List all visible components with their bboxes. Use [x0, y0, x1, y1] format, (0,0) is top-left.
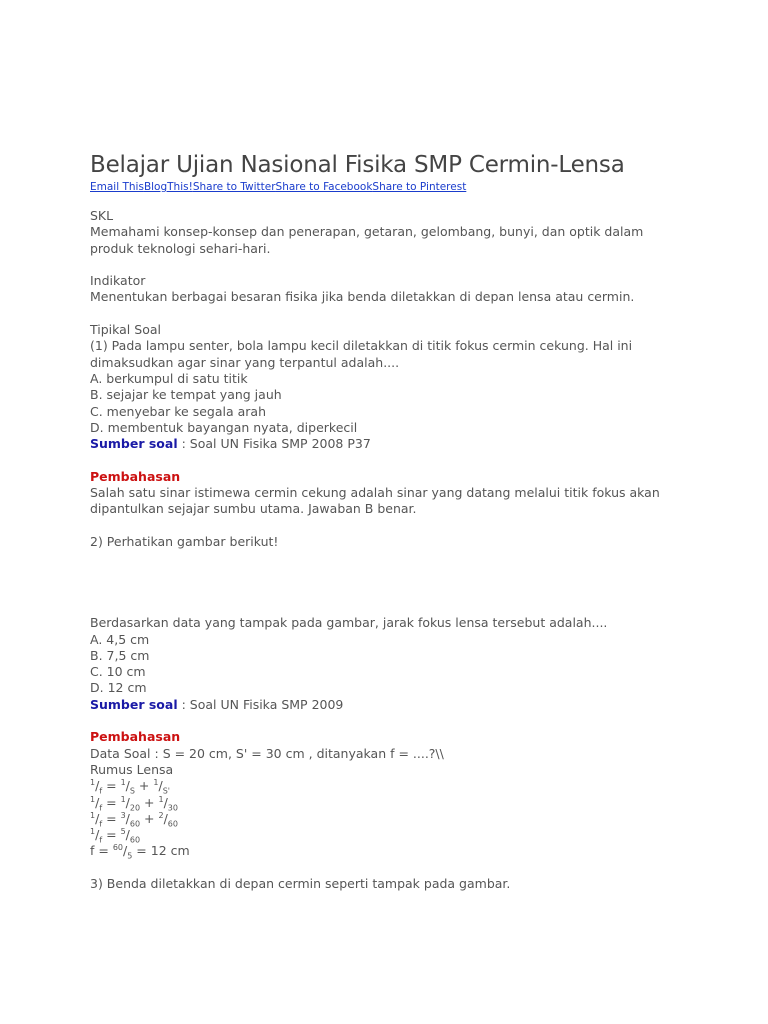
formula-part: S' — [162, 786, 170, 796]
formula-part: 60 — [167, 819, 178, 829]
skl-line: produk teknologi sehari-hari. — [90, 240, 271, 256]
question-1-source — [90, 436, 690, 452]
tipikal-heading: Tipikal Soal — [90, 322, 161, 338]
share-links — [90, 180, 690, 194]
data-soal-line: Data Soal : S = 20 cm, S' = 30 cm , ditanyakan f = ....?\\ — [90, 745, 444, 761]
formula-part: = — [102, 810, 121, 826]
pembahasan-line: Salah satu sinar istimewa cermin cekung adalah sinar yang datang melalui titik fokus akan — [90, 485, 660, 501]
share-twitter-link[interactable]: Share to Twitter — [192, 181, 276, 193]
formula-part: 1 — [90, 794, 96, 804]
question-1-option-a: A. berkumpul di satu titik — [90, 370, 248, 386]
formula-step-1 — [90, 778, 690, 794]
blogthis-link[interactable]: BlogThis! — [143, 181, 193, 193]
formula-part: / — [125, 794, 130, 810]
formula-part: 1 — [120, 778, 126, 788]
formula-part: 3 — [120, 810, 126, 820]
rumus-lensa-label: Rumus Lensa — [90, 761, 174, 777]
formula-part: + — [140, 810, 159, 826]
formula-part: / — [163, 810, 168, 826]
question-2-source — [90, 697, 690, 713]
pembahasan-heading: Pembahasan — [90, 729, 181, 745]
question-1-line: dimaksudkan agar sinar yang terpantul adalah.... — [90, 354, 400, 370]
formula-part: / — [95, 794, 100, 810]
email-this-link[interactable]: Email This — [90, 181, 144, 193]
pembahasan-heading: Pembahasan — [90, 468, 181, 484]
formula-step-5 — [90, 843, 690, 859]
formula-part: 1 — [90, 810, 96, 820]
question-1-option-d: D. membentuk bayangan nyata, diperkecil — [90, 419, 358, 435]
formula-part: = 12 cm — [132, 843, 190, 859]
source-label: Sumber soal — [90, 696, 178, 712]
formula-part: f — [99, 803, 103, 812]
question-1-option-c: C. menyebar ke segala arah — [90, 403, 267, 419]
question-2-intro: 2) Perhatikan gambar berikut! — [90, 533, 279, 549]
question-2-option-a: A. 4,5 cm — [90, 631, 150, 647]
formula-part: / — [95, 810, 100, 826]
formula-part: f = — [90, 843, 113, 859]
question-2-text: Berdasarkan data yang tampak pada gambar, jarak fokus lensa tersebut adalah.... — [90, 615, 608, 631]
formula-step-4 — [90, 827, 690, 843]
source-text: : Soal UN Fisika SMP 2008 P37 — [177, 436, 371, 452]
question-1-line: (1) Pada lampu senter, bola lampu kecil diletakkan di titik fokus cermin cekung. Hal ini — [90, 338, 633, 354]
formula-part: / — [123, 843, 128, 859]
formula-part: / — [95, 778, 100, 794]
formula-part: / — [125, 778, 130, 794]
formula-part: + — [140, 794, 159, 810]
skl-heading: SKL — [90, 208, 114, 223]
question-3-intro: 3) Benda diletakkan di depan cermin seperti tampak pada gambar. — [90, 875, 511, 891]
missing-figure-space — [90, 550, 690, 615]
page-title: Belajar Ujian Nasional Fisika SMP Cermin-Lensa — [90, 152, 625, 178]
formula-part: 1 — [90, 778, 96, 788]
formula-part: 2 — [158, 810, 164, 820]
formula-part: = — [102, 778, 121, 794]
formula-part: / — [125, 827, 130, 843]
formula-part: = — [102, 827, 121, 843]
formula-part: 60 — [129, 835, 141, 845]
formula-step-3 — [90, 811, 690, 827]
formula-part: / — [163, 794, 168, 810]
share-pinterest-link[interactable]: Share to Pinterest — [372, 181, 467, 193]
formula-part: 20 — [129, 803, 141, 812]
pembahasan-line: dipantulkan sejajar sumbu utama. Jawaban B benar. — [90, 501, 417, 517]
indikator-heading: Indikator — [90, 273, 146, 289]
lens-formula-steps — [90, 778, 690, 859]
formula-part: 30 — [167, 803, 178, 812]
question-2-option-c: C. 10 cm — [90, 664, 146, 680]
formula-part: 1 — [90, 826, 96, 836]
formula-part: 5 — [127, 851, 133, 861]
share-facebook-link[interactable]: Share to Facebook — [275, 181, 373, 193]
formula-part: 1 — [158, 794, 164, 804]
formula-part: = — [102, 794, 121, 810]
question-2-option-d: D. 12 cm — [90, 680, 147, 696]
source-text: : Soal UN Fisika SMP 2009 — [177, 696, 344, 712]
formula-part: 60 — [112, 843, 124, 853]
formula-part: S — [129, 786, 135, 796]
document-page — [90, 150, 690, 892]
formula-part: f — [99, 819, 103, 829]
formula-part: 1 — [153, 778, 159, 788]
formula-part: 60 — [129, 819, 141, 829]
formula-part: f — [99, 786, 103, 796]
formula-part: / — [95, 827, 100, 843]
skl-line: Memahami konsep-konsep dan penerapan, getaran, gelombang, bunyi, dan optik dalam — [90, 224, 644, 240]
formula-part: + — [134, 778, 154, 794]
source-label: Sumber soal — [90, 436, 178, 452]
question-1-option-b: B. sejajar ke tempat yang jauh — [90, 387, 282, 403]
indikator-text: Menentukan berbagai besaran fisika jika benda diletakkan di depan lensa atau cermin. — [90, 289, 635, 305]
question-2-option-b: B. 7,5 cm — [90, 647, 150, 663]
formula-part: 1 — [120, 794, 126, 804]
formula-part: 5 — [120, 826, 126, 836]
formula-part: / — [158, 778, 163, 794]
formula-part: / — [125, 810, 130, 826]
formula-part: f — [99, 835, 103, 845]
formula-step-2 — [90, 795, 690, 811]
